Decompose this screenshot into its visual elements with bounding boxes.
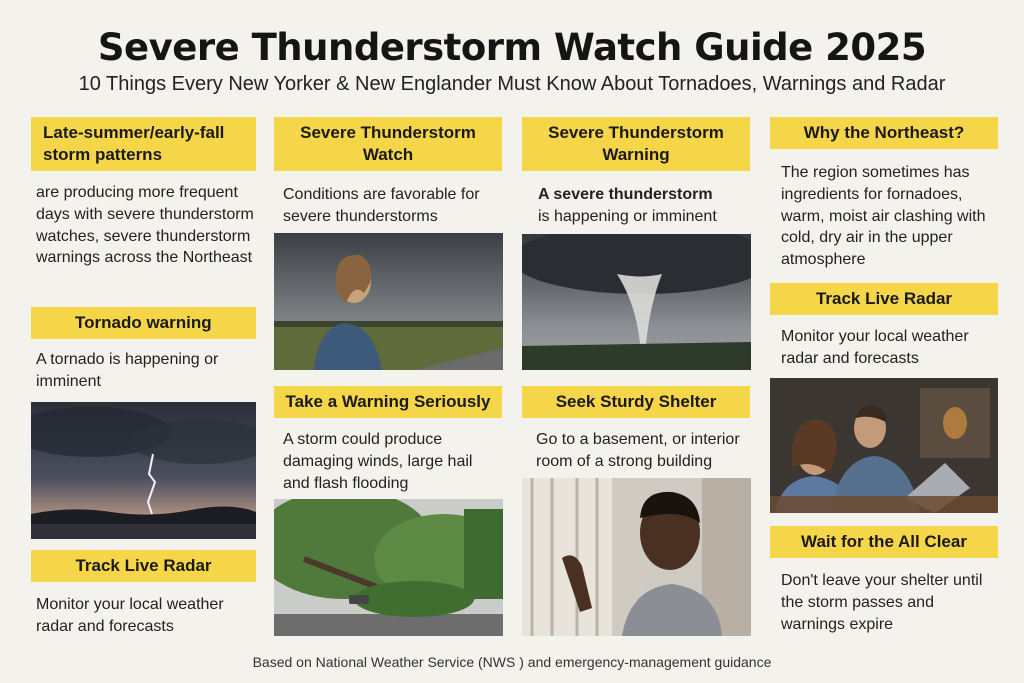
heading-track-radar-left [31, 550, 256, 582]
tornado-photo [522, 234, 751, 370]
text-warning-rest: is happening or imminent [538, 207, 717, 225]
heading-warning-label: Severe Thunderstorm Warning [548, 122, 724, 164]
text-storm-patterns: are producing more frequent days with severe thunderstorm watches, severe thunderstorm warnings across the Northeast [36, 184, 254, 267]
lightning-photo [31, 402, 256, 539]
text-watch: Conditions are favorable for severe thunderstorms [283, 186, 480, 225]
text-tornado-warning: A tornado is happening or imminent [36, 351, 219, 390]
heading-track-radar-right-label: Track Live Radar [815, 288, 953, 308]
text-take-seriously: A storm could produce damaging winds, large hail and flash flooding [283, 431, 473, 492]
page-subtitle: 10 Things Every New Yorker & New Englander Must Know About Tornadoes, Warnings and Radar [78, 73, 946, 95]
heading-track-radar-right [770, 283, 998, 315]
page-title: Severe Thunderstorm Watch Guide 2025 [97, 26, 927, 69]
woman-storm-photo [274, 233, 503, 370]
text-track-radar-right: Monitor your local weather radar and forecasts [781, 328, 969, 367]
heading-tornado-warning-label: Tornado warning [75, 312, 212, 332]
text-warning [538, 184, 743, 228]
fallen-tree-photo [274, 499, 503, 636]
footer-source: Based on National Weather Service (NWS ) and emergency-management guidance [252, 654, 772, 670]
text-warning-bold: A severe thunderstorm [538, 186, 713, 203]
text-all-clear: Don't leave your shelter until the storm passes and warnings expire [781, 572, 983, 633]
heading-all-clear [770, 526, 998, 558]
family-laptop-photo [770, 378, 998, 513]
heading-sturdy-shelter [522, 386, 750, 418]
text-why-northeast: The region sometimes has ingredients for fornadoes, warm, moist air clashing with cold, dry air in the upper atmosphere [781, 164, 986, 268]
heading-storm-patterns-label: Late-summer/early-fall storm patterns [43, 122, 225, 164]
heading-storm-patterns [31, 117, 256, 171]
heading-warning [522, 117, 750, 171]
man-window-photo [522, 478, 751, 636]
heading-all-clear-label: Wait for the All Clear [801, 531, 967, 551]
heading-take-seriously-label: Take a Warning Seriously [285, 391, 491, 411]
heading-take-seriously [274, 386, 502, 418]
text-sturdy-shelter: Go to a basement, or interior room of a strong building [536, 431, 740, 470]
text-track-radar-left: Monitor your local weather radar and forecasts [36, 596, 224, 635]
heading-why-northeast-label: Why the Northeast? [803, 122, 965, 142]
heading-track-radar-left-label: Track Live Radar [75, 555, 212, 575]
heading-watch-label: Severe Thunderstorm Watch [300, 122, 476, 164]
heading-sturdy-shelter-label: Seek Sturdy Shelter [555, 391, 717, 411]
heading-tornado-warning [31, 307, 256, 339]
heading-watch [274, 117, 502, 171]
heading-why-northeast [770, 117, 998, 149]
